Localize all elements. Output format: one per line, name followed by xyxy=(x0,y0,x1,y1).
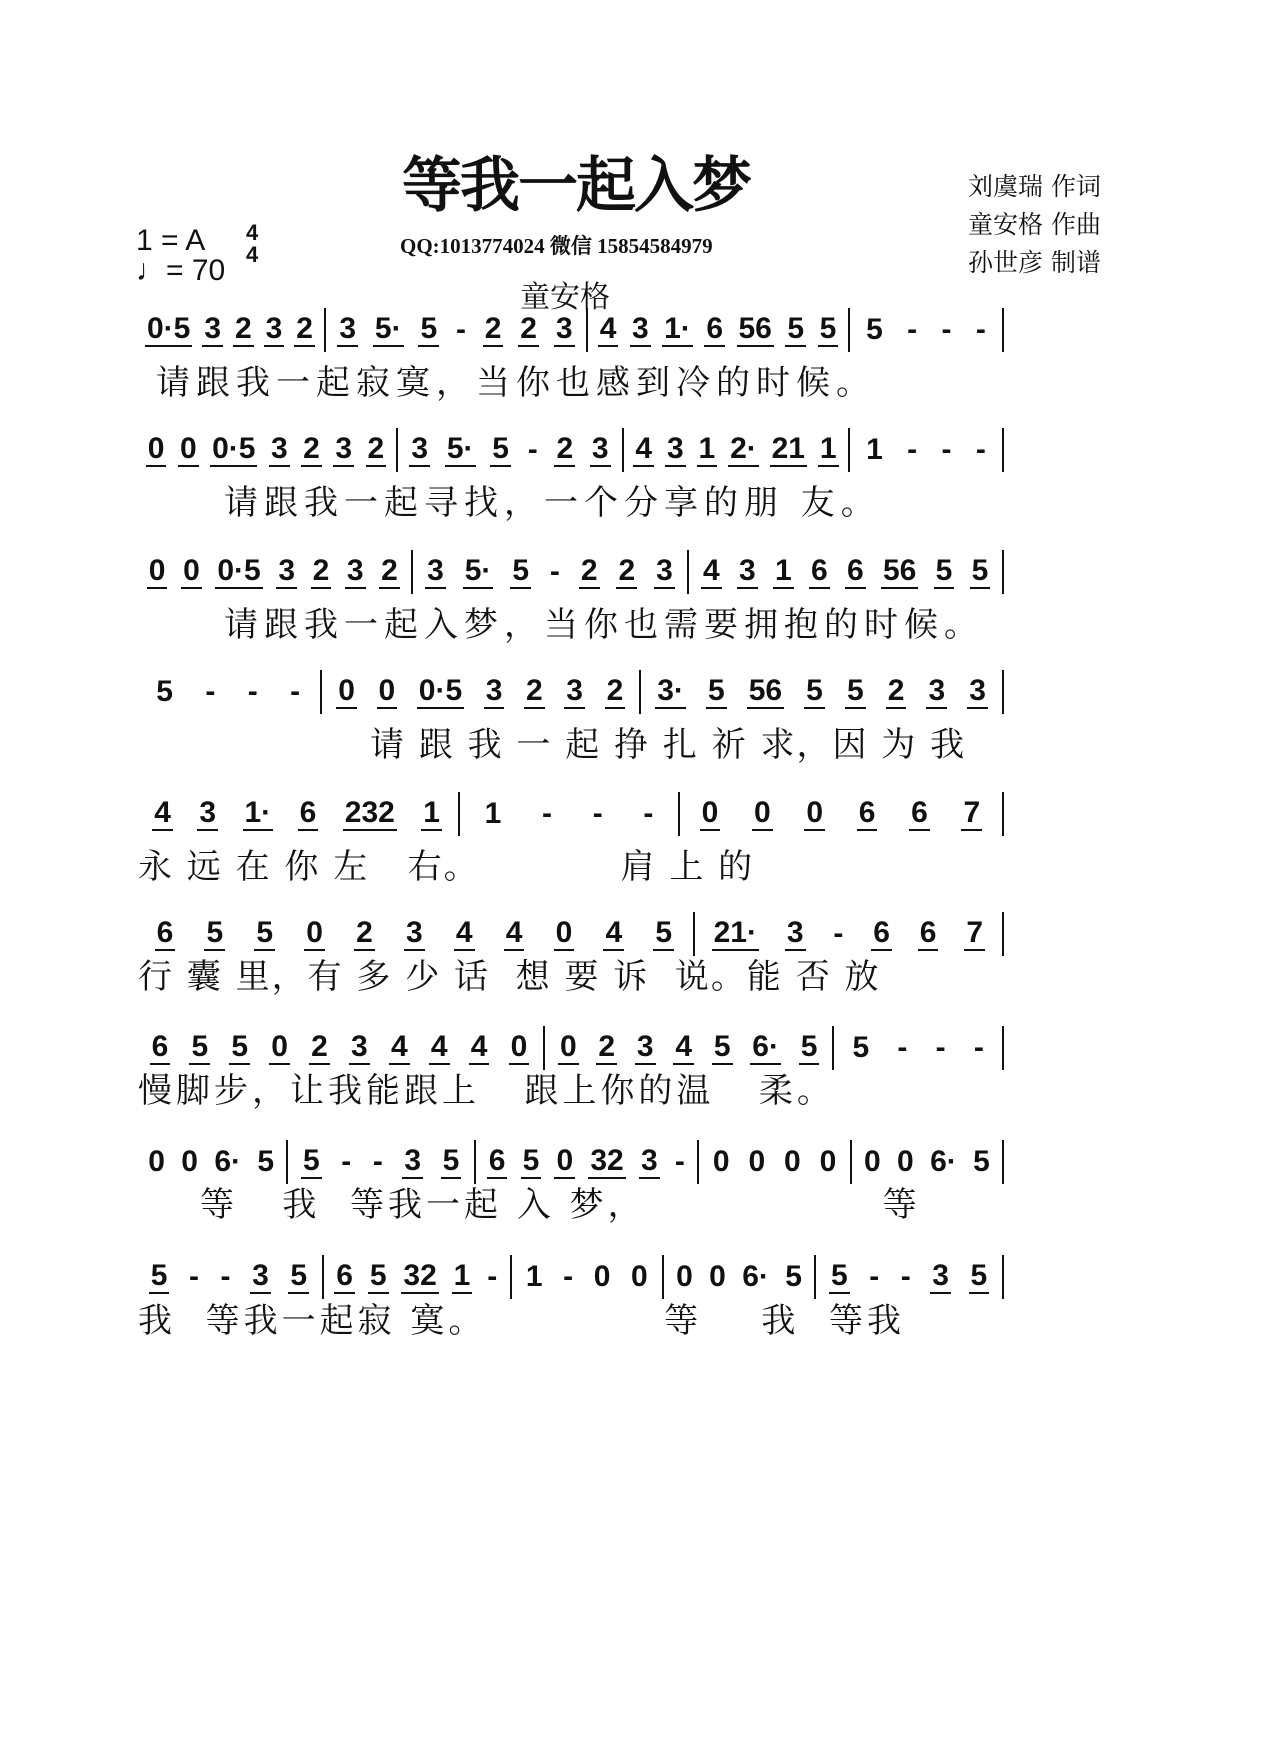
note: 56 xyxy=(738,312,772,345)
lyric-line: 永 远 在 你 左 右。 肩 上 的 xyxy=(138,847,755,887)
note: 2 xyxy=(311,1030,328,1063)
lyric-line: 请 跟 我 一 起 挣 扎 祈 求，因 为 我 xyxy=(370,725,967,765)
measure xyxy=(641,670,1004,714)
measure xyxy=(136,792,460,836)
note: 6 xyxy=(299,796,317,829)
note: 1· xyxy=(664,312,691,345)
note: 0 xyxy=(556,1144,574,1177)
note: 2 xyxy=(606,674,624,707)
note: - xyxy=(205,675,216,708)
note: 3 xyxy=(928,674,946,707)
note: 5 xyxy=(655,916,673,949)
note: 0·5 xyxy=(212,432,256,465)
note: 3 xyxy=(591,432,609,465)
note: 3 xyxy=(204,312,221,345)
note: 0 xyxy=(148,554,166,587)
note: 3 xyxy=(666,432,684,465)
note: - xyxy=(674,1145,685,1178)
note: 0 xyxy=(784,1145,801,1178)
tempo-marking: ♩= 70 xyxy=(136,254,226,287)
measure xyxy=(136,428,398,472)
measure xyxy=(624,428,850,472)
measure xyxy=(398,428,624,472)
note: - xyxy=(341,1145,352,1178)
note: 1 xyxy=(484,797,502,830)
note: 5 xyxy=(852,1031,870,1064)
note: 32 xyxy=(590,1144,624,1177)
note: 5· xyxy=(464,554,492,587)
measure xyxy=(834,1026,1004,1070)
note: - xyxy=(290,675,301,708)
note: 2 xyxy=(312,554,330,587)
note: - xyxy=(487,1260,498,1293)
note: 0 xyxy=(148,1145,165,1178)
note: 2 xyxy=(381,554,398,587)
note: 6· xyxy=(214,1145,241,1178)
measure xyxy=(850,308,1004,352)
note: 2 xyxy=(618,554,636,587)
note: - xyxy=(869,1260,880,1293)
note: 4 xyxy=(505,916,523,949)
time-signature-bottom: 4 xyxy=(246,242,259,267)
note: 6 xyxy=(858,796,876,829)
lyric-line: 请跟我一起入梦，当你也需要拥抱的时候。 xyxy=(224,605,984,645)
note: 2 xyxy=(598,1030,616,1063)
note: - xyxy=(941,313,952,346)
credits xyxy=(968,168,1101,282)
note: 3 xyxy=(265,312,283,345)
note: 3 xyxy=(640,1144,658,1177)
note: 5 xyxy=(492,432,509,465)
note: - xyxy=(973,1031,984,1064)
note: - xyxy=(907,433,918,466)
note: 0 xyxy=(271,1030,288,1063)
measure xyxy=(689,550,1004,594)
note: 5 xyxy=(512,554,529,587)
note: 7 xyxy=(966,916,984,949)
note: 6 xyxy=(911,796,928,829)
time-signature xyxy=(246,222,258,266)
lyricist-credit: 刘虞瑞 作词 xyxy=(968,172,1101,201)
note: 4 xyxy=(390,1030,408,1063)
composer-credit: 童安格 作曲 xyxy=(968,210,1101,239)
note: 5 xyxy=(256,916,274,949)
note: 0 xyxy=(748,1145,766,1178)
note: 4 xyxy=(455,916,473,949)
note: 5 xyxy=(787,312,805,345)
note: 2 xyxy=(556,432,574,465)
note: 5 xyxy=(191,1030,209,1063)
note: 5 xyxy=(819,312,837,345)
note: - xyxy=(900,1260,911,1293)
note: 0 xyxy=(630,1260,648,1293)
music-system xyxy=(136,789,1004,839)
lyric-line: 请跟我一起寂寞，当你也感到冷的时候。 xyxy=(156,363,876,403)
note: 0 xyxy=(338,674,355,707)
note: 4 xyxy=(605,916,623,949)
note: 5 xyxy=(846,674,864,707)
note: 0 xyxy=(819,1145,837,1178)
note: 1 xyxy=(525,1260,543,1293)
note: - xyxy=(975,433,986,466)
note: 1· xyxy=(244,796,272,829)
note: 6 xyxy=(488,1144,506,1177)
note: - xyxy=(592,797,603,830)
note: 0 xyxy=(806,796,824,829)
note: 0 xyxy=(701,796,719,829)
note: 5 xyxy=(830,1259,848,1292)
note: 3 xyxy=(555,312,573,345)
note: 5 xyxy=(970,1259,988,1292)
note: 6 xyxy=(919,916,937,949)
note: 5 xyxy=(442,1144,460,1177)
note: 3 xyxy=(786,916,804,949)
note: 3 xyxy=(656,554,673,587)
note: 5 xyxy=(303,1144,320,1177)
measure xyxy=(680,792,1004,836)
note: - xyxy=(563,1260,574,1293)
note: 21· xyxy=(713,916,757,949)
note: 5 xyxy=(935,554,953,587)
note: 3 xyxy=(252,1259,269,1292)
note: 6 xyxy=(156,916,174,949)
note: 5 xyxy=(206,916,224,949)
note: - xyxy=(455,313,466,346)
note: 1 xyxy=(819,432,837,465)
note: 4 xyxy=(675,1030,693,1063)
note: 0 xyxy=(753,796,771,829)
lyric-line: 行 囊 里，有 多 少 话 想 要 诉 说。能 否 放 xyxy=(138,957,881,997)
note: 3 xyxy=(738,554,756,587)
measure xyxy=(850,428,1004,472)
note: 3 xyxy=(270,432,288,465)
transcriber-credit: 孙世彦 制谱 xyxy=(968,248,1101,277)
note: 6 xyxy=(706,312,723,345)
lyric-line: 慢脚步，让我能跟上 跟上你的温 柔。 xyxy=(138,1071,835,1111)
note: 2 xyxy=(520,312,537,345)
note: 0 xyxy=(181,1145,198,1178)
note: 0 xyxy=(897,1145,914,1178)
measure xyxy=(588,308,850,352)
lyric-line: 等 我 等我一起 入 梦， 等 xyxy=(200,1185,921,1225)
note: 32 xyxy=(403,1259,437,1292)
lyric-line: 请跟我一起寻找，一个分享的朋 友。 xyxy=(224,483,881,523)
note: 5 xyxy=(973,1145,990,1178)
note: 3 xyxy=(339,312,357,345)
note: 232 xyxy=(344,796,395,829)
note: 2 xyxy=(887,674,905,707)
music-system xyxy=(136,547,1004,597)
note: 5 xyxy=(290,1259,308,1292)
note: 3 xyxy=(346,554,364,587)
note: 6 xyxy=(810,554,828,587)
lyric-line: 我 等我一起寂 寞。 等 我 等我 xyxy=(138,1301,905,1341)
measure xyxy=(136,670,322,714)
note: 5 xyxy=(971,554,989,587)
note: 5 xyxy=(150,1259,168,1292)
note: 0 xyxy=(863,1145,881,1178)
note: 0 xyxy=(559,1030,577,1063)
note: 0·5 xyxy=(217,554,261,587)
note: 5· xyxy=(446,432,474,465)
note: - xyxy=(247,675,258,708)
note: 1 xyxy=(774,554,792,587)
note: 0 xyxy=(378,674,396,707)
note: 5 xyxy=(866,313,883,346)
note: 3 xyxy=(485,674,503,707)
note: - xyxy=(189,1260,199,1293)
note: 5 xyxy=(707,674,725,707)
note: 4 xyxy=(430,1030,448,1063)
measure xyxy=(460,792,680,836)
note: - xyxy=(220,1260,231,1293)
contact-info: QQ:1013774024 微信 15854584979 xyxy=(400,234,713,258)
note: - xyxy=(527,433,538,466)
note: 2 xyxy=(356,916,373,949)
note: 5· xyxy=(374,312,402,345)
note: 56 xyxy=(748,674,783,707)
note: 1 xyxy=(453,1259,471,1292)
note: 0 xyxy=(510,1030,528,1063)
note: 0 xyxy=(712,1145,730,1178)
note: 6 xyxy=(873,916,890,949)
note: 3 xyxy=(566,674,583,707)
note: 3 xyxy=(427,554,444,587)
measure xyxy=(322,670,641,714)
note: 3 xyxy=(932,1259,949,1292)
note: 1 xyxy=(866,433,883,466)
note: 2 xyxy=(303,432,320,465)
note: 5 xyxy=(522,1144,540,1177)
key-tempo xyxy=(136,226,225,286)
note: 2 xyxy=(484,312,502,345)
note: 3 xyxy=(404,1144,422,1177)
note: 3 xyxy=(405,916,423,949)
music-system xyxy=(136,305,1004,355)
note: 6 xyxy=(336,1259,353,1292)
note: 5 xyxy=(231,1030,249,1063)
measure xyxy=(136,550,413,594)
note: 0 xyxy=(709,1260,726,1293)
note: 5 xyxy=(806,674,823,707)
note: 3 xyxy=(335,432,353,465)
note: 4 xyxy=(470,1030,488,1063)
note: 3 xyxy=(411,432,429,465)
note: 56 xyxy=(882,554,917,587)
note: 5 xyxy=(713,1030,731,1063)
music-system xyxy=(136,667,1004,717)
note: 6 xyxy=(846,554,864,587)
note: 0 xyxy=(555,916,573,949)
music-system xyxy=(136,425,1004,475)
note: 4 xyxy=(599,312,617,345)
note: 3 xyxy=(969,674,986,707)
key-signature: 1 = A xyxy=(136,224,206,257)
note: 2· xyxy=(730,432,757,465)
note: 3 xyxy=(631,312,649,345)
measure xyxy=(413,550,690,594)
note: 5 xyxy=(257,1145,275,1178)
note: 7 xyxy=(963,796,981,829)
note: 3· xyxy=(657,674,684,707)
note: 3 xyxy=(351,1030,368,1063)
note: 21 xyxy=(771,432,805,465)
note: - xyxy=(907,313,918,346)
note: 2 xyxy=(296,312,313,345)
note: 0 xyxy=(183,554,200,587)
note: 3 xyxy=(278,554,295,587)
note: 0 xyxy=(306,916,323,949)
note: 0 xyxy=(179,432,197,465)
note: 6· xyxy=(742,1260,769,1293)
note: 5 xyxy=(420,312,438,345)
note: - xyxy=(372,1145,383,1178)
note: 0·5 xyxy=(146,312,191,345)
note: 2 xyxy=(580,554,598,587)
note: 2 xyxy=(234,312,252,345)
note: - xyxy=(833,917,844,950)
note: 5 xyxy=(800,1030,818,1063)
note: 1 xyxy=(698,432,716,465)
note: 6· xyxy=(752,1030,779,1063)
note: 5 xyxy=(156,675,173,708)
note: - xyxy=(935,1031,946,1064)
note: 0 xyxy=(593,1260,611,1293)
measure xyxy=(326,308,588,352)
note: 4 xyxy=(154,796,171,829)
note: 6· xyxy=(930,1145,957,1178)
note: 4 xyxy=(702,554,720,587)
song-title: 等我一起入梦 xyxy=(402,151,750,221)
note: - xyxy=(541,797,552,830)
note: 3 xyxy=(636,1030,654,1063)
note: 4 xyxy=(635,432,653,465)
measure xyxy=(136,308,326,352)
singer-name: 童安格 xyxy=(520,280,610,315)
note: 0·5 xyxy=(418,674,463,707)
time-signature-top: 4 xyxy=(246,220,259,245)
note: 5 xyxy=(785,1260,802,1293)
note: 1 xyxy=(423,796,440,829)
note: 0 xyxy=(147,432,165,465)
note: - xyxy=(897,1031,908,1064)
note: 2 xyxy=(367,432,385,465)
note: - xyxy=(975,313,986,346)
note: 2 xyxy=(526,674,543,707)
note: - xyxy=(549,555,560,588)
note: - xyxy=(941,433,952,466)
note: 3 xyxy=(199,796,217,829)
note: - xyxy=(643,797,654,830)
note: 6 xyxy=(151,1030,169,1063)
note: 5 xyxy=(369,1259,387,1292)
note: 0 xyxy=(676,1260,693,1293)
